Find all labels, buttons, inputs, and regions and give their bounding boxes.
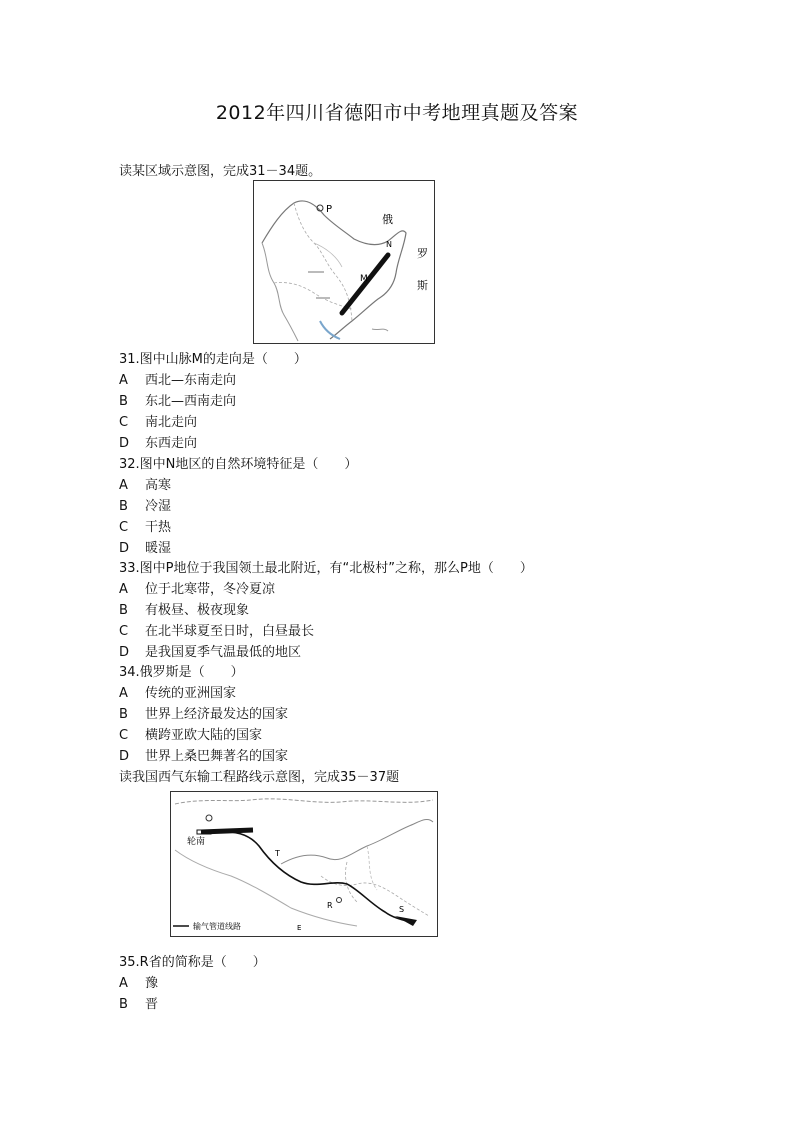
- answer-option: C 在北半球夏至日时，白昼最长: [119, 624, 315, 639]
- answer-option: B 东北—西南走向: [119, 394, 237, 409]
- label-s: S: [399, 905, 405, 914]
- intro-text: 读我国西气东输工程路线示意图，完成35－37题: [119, 770, 400, 785]
- answer-option: A 位于北寒带，冬冷夏凉: [119, 582, 276, 597]
- question-stem: 32.图中N地区的自然环境特征是（ ）: [119, 457, 358, 472]
- answer-option: D 暖湿: [119, 541, 172, 556]
- answer-option: C 干热: [119, 520, 172, 535]
- answer-option: C 南北走向: [119, 415, 198, 430]
- answer-option: A 豫: [119, 976, 159, 991]
- answer-option: B 晋: [119, 997, 159, 1012]
- page-title: 2012年四川省德阳市中考地理真题及答案: [215, 102, 579, 124]
- label-r: R: [327, 901, 333, 910]
- answer-option: B 冷湿: [119, 499, 172, 514]
- label-lunnan: 轮南: [187, 837, 206, 847]
- label-russia-3: 斯: [417, 279, 428, 292]
- label-e: E: [297, 924, 302, 932]
- answer-option: B 有极昼、极夜现象: [119, 603, 250, 618]
- label-n: N: [386, 240, 392, 249]
- label-m: M: [360, 274, 368, 284]
- question-stem: 35.R省的简称是（ ）: [119, 955, 266, 970]
- label-russia-1: 俄: [382, 213, 393, 226]
- pipeline-map: [170, 791, 438, 937]
- answer-option: A 西北—东南走向: [119, 373, 237, 388]
- region-map: [253, 180, 435, 344]
- answer-option: D 东西走向: [119, 436, 198, 451]
- label-t: T: [275, 849, 280, 858]
- answer-option: D 是我国夏季气温最低的地区: [119, 645, 302, 660]
- intro-text: 读某区域示意图，完成31－34题。: [119, 164, 322, 179]
- legend-pipeline: 输气管道线路: [193, 922, 241, 931]
- answer-option: A 高寒: [119, 478, 172, 493]
- answer-option: A 传统的亚洲国家: [119, 686, 237, 701]
- label-p: P: [326, 204, 333, 215]
- answer-option: B 世界上经济最发达的国家: [119, 707, 289, 722]
- question-stem: 33.图中P地位于我国领土最北附近，有“北极村”之称，那么P地（ ）: [119, 561, 533, 576]
- question-stem: 31.图中山脉M的走向是（ ）: [119, 352, 307, 367]
- answer-option: C 横跨亚欧大陆的国家: [119, 728, 263, 743]
- question-stem: 34.俄罗斯是（ ）: [119, 665, 244, 680]
- label-russia-2: 罗: [417, 247, 428, 260]
- answer-option: D 世界上桑巴舞著名的国家: [119, 749, 289, 764]
